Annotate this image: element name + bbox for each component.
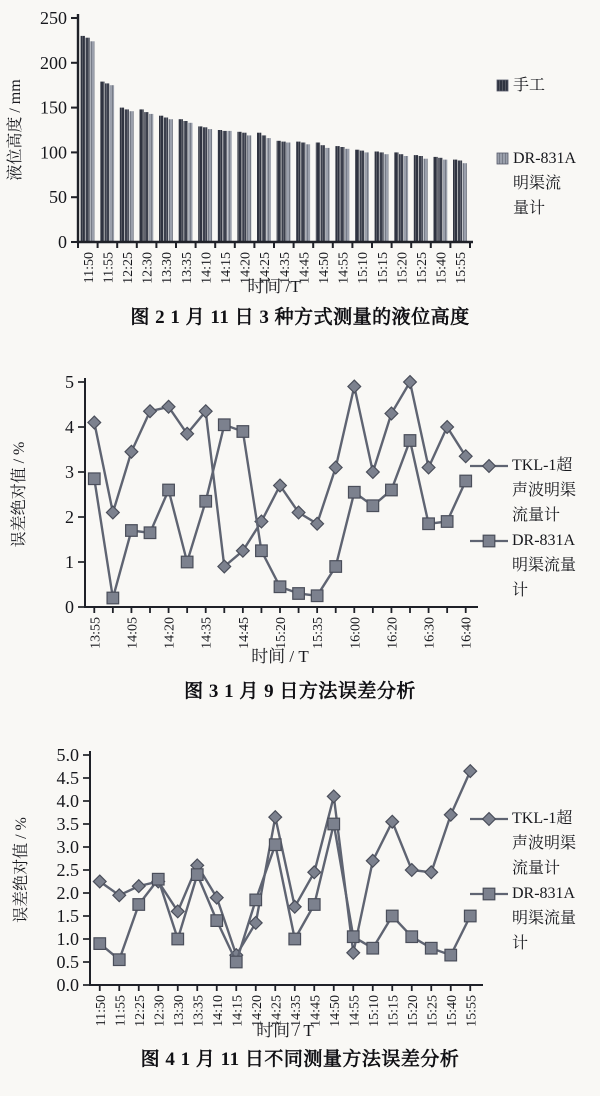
bar [458, 161, 462, 243]
bar [345, 149, 349, 242]
square-marker [386, 484, 398, 496]
square-marker [464, 910, 476, 922]
svg-text:14:25: 14:25 [258, 252, 274, 284]
diamond-marker [269, 811, 282, 824]
diamond-marker [385, 407, 398, 420]
square-marker [218, 419, 230, 431]
svg-text:15:25: 15:25 [415, 252, 430, 284]
diamond-marker [459, 450, 472, 463]
diamond-marker [132, 880, 145, 893]
square-marker [230, 956, 242, 968]
bar [394, 152, 398, 242]
figure-4-line-chart [0, 736, 600, 1044]
diamond-marker [311, 517, 324, 530]
bar [188, 123, 192, 242]
svg-text:12:30: 12:30 [152, 995, 168, 1027]
svg-text:13:35: 13:35 [191, 995, 207, 1027]
svg-text:时间 / T: 时间 / T [251, 647, 309, 666]
svg-text:DR-831A: DR-831A [513, 150, 577, 167]
figure-4-caption: 图 4 1 月 11 日不同测量方法误差分析 [140, 1049, 460, 1070]
svg-text:13:30: 13:30 [160, 252, 176, 284]
square-marker [441, 516, 453, 528]
bar [277, 141, 281, 242]
svg-text:2: 2 [65, 507, 74, 527]
svg-text:15:15: 15:15 [386, 995, 402, 1027]
bar [379, 152, 383, 242]
square-marker [191, 869, 203, 881]
svg-text:15:25: 15:25 [425, 995, 441, 1027]
svg-text:4: 4 [65, 417, 74, 437]
svg-text:时间 / T: 时间 / T [256, 1021, 314, 1040]
bar [296, 142, 300, 242]
bar [110, 85, 114, 242]
svg-text:13:35: 13:35 [179, 252, 195, 284]
diamond-marker [144, 405, 157, 418]
bar [227, 131, 231, 242]
square-marker [367, 500, 379, 512]
svg-text:11:50: 11:50 [81, 252, 97, 284]
bar [404, 156, 408, 242]
svg-text:5: 5 [65, 372, 74, 392]
svg-text:5.0: 5.0 [56, 745, 79, 765]
svg-text:3.5: 3.5 [56, 814, 79, 834]
svg-text:TKL-1超: TKL-1超 [512, 810, 573, 827]
svg-text:3.0: 3.0 [56, 837, 79, 857]
bar [198, 126, 202, 242]
diamond-marker [348, 380, 361, 393]
bar [129, 111, 133, 242]
diamond-marker [464, 765, 477, 778]
bar [262, 135, 266, 242]
figure-2-bar-chart [0, 0, 600, 300]
bar [375, 152, 379, 243]
legend-swatch [497, 153, 508, 164]
diamond-marker [327, 790, 340, 803]
square-marker [483, 535, 495, 547]
diamond-marker [366, 466, 379, 479]
diamond-marker [210, 891, 223, 904]
svg-text:15:20: 15:20 [395, 252, 411, 284]
square-marker [152, 873, 164, 885]
diamond-marker [441, 421, 454, 434]
svg-text:15:40: 15:40 [444, 995, 460, 1027]
svg-text:1.5: 1.5 [56, 906, 79, 926]
square-marker [269, 839, 281, 851]
svg-text:DR-831A: DR-831A [512, 532, 576, 549]
bar [340, 147, 344, 242]
svg-text:15:40: 15:40 [434, 252, 450, 284]
bar [179, 119, 183, 242]
bar [125, 109, 129, 242]
bar [100, 82, 104, 242]
bar [169, 119, 173, 242]
svg-text:14:15: 14:15 [230, 995, 246, 1027]
square-marker [181, 556, 193, 568]
square-marker [311, 590, 323, 602]
square-marker [308, 899, 320, 911]
svg-text:误差绝对值 / %: 误差绝对值 / % [11, 441, 28, 548]
diamond-marker [422, 461, 435, 474]
svg-text:TKL-1超: TKL-1超 [512, 457, 573, 474]
diamond-marker [483, 460, 496, 473]
svg-text:15:10: 15:10 [366, 995, 382, 1027]
square-marker [133, 899, 145, 911]
square-marker [483, 888, 495, 900]
svg-text:4.5: 4.5 [56, 768, 79, 788]
bar [120, 108, 124, 242]
svg-text:11:55: 11:55 [113, 995, 129, 1027]
svg-text:14:15: 14:15 [219, 252, 234, 284]
svg-text:0.5: 0.5 [56, 952, 79, 972]
svg-text:150: 150 [40, 97, 67, 118]
svg-text:0: 0 [65, 597, 74, 617]
square-marker [328, 818, 340, 830]
bar [267, 138, 271, 242]
diamond-marker [171, 905, 184, 918]
bar [183, 121, 187, 242]
diamond-marker [347, 946, 360, 959]
svg-text:4.0: 4.0 [56, 791, 79, 811]
svg-text:14:45: 14:45 [236, 617, 252, 649]
svg-text:15:55: 15:55 [464, 995, 480, 1027]
bar [286, 143, 290, 243]
bar [355, 150, 359, 242]
svg-text:13:30: 13:30 [171, 995, 187, 1027]
svg-text:15:20: 15:20 [405, 995, 421, 1027]
bar [453, 160, 457, 242]
bar [365, 152, 369, 242]
bar [321, 145, 325, 242]
svg-text:3: 3 [65, 462, 74, 482]
square-marker [367, 942, 379, 954]
square-marker [172, 933, 184, 945]
bar [159, 116, 163, 242]
diamond-marker [88, 416, 101, 429]
diamond-marker [404, 376, 417, 389]
square-marker [347, 931, 359, 943]
svg-text:2.5: 2.5 [56, 860, 79, 880]
bar [419, 156, 423, 242]
axis-lines [78, 14, 473, 242]
svg-text:16:40: 16:40 [459, 617, 475, 649]
svg-text:200: 200 [40, 52, 67, 73]
svg-text:液位高度 / mm: 液位高度 / mm [7, 79, 24, 181]
bar [203, 127, 207, 242]
svg-text:误差绝对值 / %: 误差绝对值 / % [13, 817, 30, 923]
svg-text:2.0: 2.0 [56, 883, 79, 903]
svg-text:声波明渠: 声波明渠 [512, 835, 577, 852]
svg-text:15:15: 15:15 [375, 252, 391, 284]
bar [218, 130, 222, 242]
diamond-marker [444, 808, 457, 821]
square-marker [423, 518, 435, 530]
figure-2-caption: 图 2 1 月 11 日 3 种方式测量的液位高度 [130, 307, 470, 328]
square-marker [274, 581, 286, 593]
bar [438, 158, 442, 242]
bar [105, 83, 109, 242]
svg-text:量计: 量计 [513, 200, 546, 217]
svg-text:时间 /T: 时间 /T [247, 277, 301, 296]
svg-text:11:55: 11:55 [101, 252, 117, 284]
svg-text:14:50: 14:50 [327, 995, 343, 1027]
bar [223, 131, 227, 242]
svg-text:15:20: 15:20 [274, 617, 289, 649]
bar [399, 154, 403, 242]
svg-text:15:35: 15:35 [311, 617, 327, 649]
svg-text:14:20: 14:20 [162, 617, 178, 649]
square-marker [348, 486, 360, 498]
svg-text:16:20: 16:20 [385, 617, 401, 649]
svg-text:12:30: 12:30 [140, 252, 156, 284]
svg-text:14:35: 14:35 [277, 252, 293, 284]
bar [414, 155, 418, 242]
bar [384, 154, 388, 242]
square-marker [293, 588, 305, 600]
square-marker [250, 894, 262, 906]
svg-text:计: 计 [512, 582, 529, 599]
diamond-marker [386, 815, 399, 828]
svg-text:14:25: 14:25 [269, 995, 285, 1027]
bar [90, 41, 94, 242]
square-marker [126, 525, 138, 537]
svg-text:0: 0 [58, 232, 67, 252]
square-marker [289, 933, 301, 945]
bar [144, 112, 148, 242]
svg-text:明渠流量: 明渠流量 [512, 910, 577, 927]
diamond-marker [329, 461, 342, 474]
square-marker [88, 473, 100, 485]
bar [433, 157, 437, 242]
svg-text:明渠流: 明渠流 [513, 175, 562, 192]
square-marker [107, 592, 119, 604]
square-marker [425, 942, 437, 954]
svg-text:250: 250 [40, 8, 67, 28]
square-marker [460, 475, 472, 487]
bar [423, 159, 427, 242]
figure-3-line-chart [0, 358, 600, 670]
diamond-marker [425, 866, 438, 879]
bar [257, 133, 261, 242]
square-marker [237, 426, 249, 438]
bar [81, 36, 85, 242]
svg-text:12:25: 12:25 [132, 995, 148, 1027]
square-marker [113, 954, 125, 966]
svg-text:0.0: 0.0 [56, 975, 79, 995]
bar [85, 38, 89, 242]
svg-text:100: 100 [40, 142, 67, 163]
svg-text:1: 1 [65, 552, 74, 572]
square-marker [163, 484, 175, 496]
bar [242, 133, 246, 242]
series-line-1 [94, 425, 465, 598]
series-line-0 [100, 771, 471, 955]
bar [306, 144, 310, 242]
diamond-marker [125, 445, 138, 458]
bar [164, 118, 168, 243]
svg-text:声波明渠: 声波明渠 [512, 482, 577, 499]
svg-text:手工: 手工 [513, 77, 546, 94]
bar [463, 163, 467, 242]
svg-text:流量计: 流量计 [512, 860, 561, 877]
svg-text:14:10: 14:10 [199, 252, 215, 284]
square-marker [144, 527, 156, 539]
diamond-marker [106, 506, 119, 519]
diamond-marker [483, 813, 496, 826]
svg-text:15:10: 15:10 [356, 252, 372, 284]
svg-text:14:20: 14:20 [238, 252, 254, 284]
bar [316, 143, 320, 243]
svg-text:14:45: 14:45 [308, 995, 324, 1027]
bar [360, 151, 364, 242]
svg-text:11:50: 11:50 [93, 995, 109, 1027]
square-marker [200, 495, 212, 507]
svg-text:流量计: 流量计 [512, 507, 561, 524]
bar [281, 142, 285, 242]
svg-text:12:25: 12:25 [121, 252, 136, 284]
svg-text:明渠流量: 明渠流量 [512, 557, 577, 574]
svg-text:14:55: 14:55 [347, 995, 363, 1027]
svg-text:16:00: 16:00 [348, 617, 364, 649]
svg-text:14:55: 14:55 [336, 252, 352, 284]
bar [237, 132, 241, 242]
svg-text:50: 50 [49, 187, 67, 208]
figure-3-caption: 图 3 1 月 9 日方法误差分析 [184, 681, 416, 702]
bar [301, 143, 305, 243]
svg-text:14:05: 14:05 [125, 617, 141, 649]
bar [335, 146, 339, 242]
square-marker [330, 561, 342, 573]
bar [443, 160, 447, 242]
svg-text:DR-831A: DR-831A [512, 885, 576, 902]
square-marker [406, 931, 418, 943]
diamond-marker [249, 917, 262, 930]
bar [208, 129, 212, 242]
svg-text:14:20: 14:20 [249, 995, 265, 1027]
bar [149, 114, 153, 242]
svg-text:1.0: 1.0 [56, 929, 79, 949]
svg-text:计: 计 [512, 935, 529, 952]
bar [247, 135, 251, 242]
bar [139, 109, 143, 242]
square-marker [445, 949, 457, 961]
diamond-marker [308, 866, 321, 879]
square-marker [256, 545, 268, 557]
svg-text:14:35: 14:35 [288, 995, 304, 1027]
svg-text:14:10: 14:10 [210, 995, 226, 1027]
bar [325, 148, 329, 242]
svg-text:13:55: 13:55 [88, 617, 104, 649]
square-marker [94, 938, 106, 950]
svg-text:14:50: 14:50 [317, 252, 332, 284]
svg-text:14:45: 14:45 [297, 252, 313, 284]
square-marker [211, 915, 223, 927]
square-marker [404, 435, 416, 447]
legend-swatch [497, 80, 508, 91]
svg-text:14:35: 14:35 [199, 617, 215, 649]
svg-text:15:55: 15:55 [454, 252, 470, 284]
diamond-marker [405, 864, 418, 877]
square-marker [386, 910, 398, 922]
bar-series [81, 36, 467, 242]
svg-text:16:30: 16:30 [422, 617, 438, 649]
diamond-marker [366, 854, 379, 867]
